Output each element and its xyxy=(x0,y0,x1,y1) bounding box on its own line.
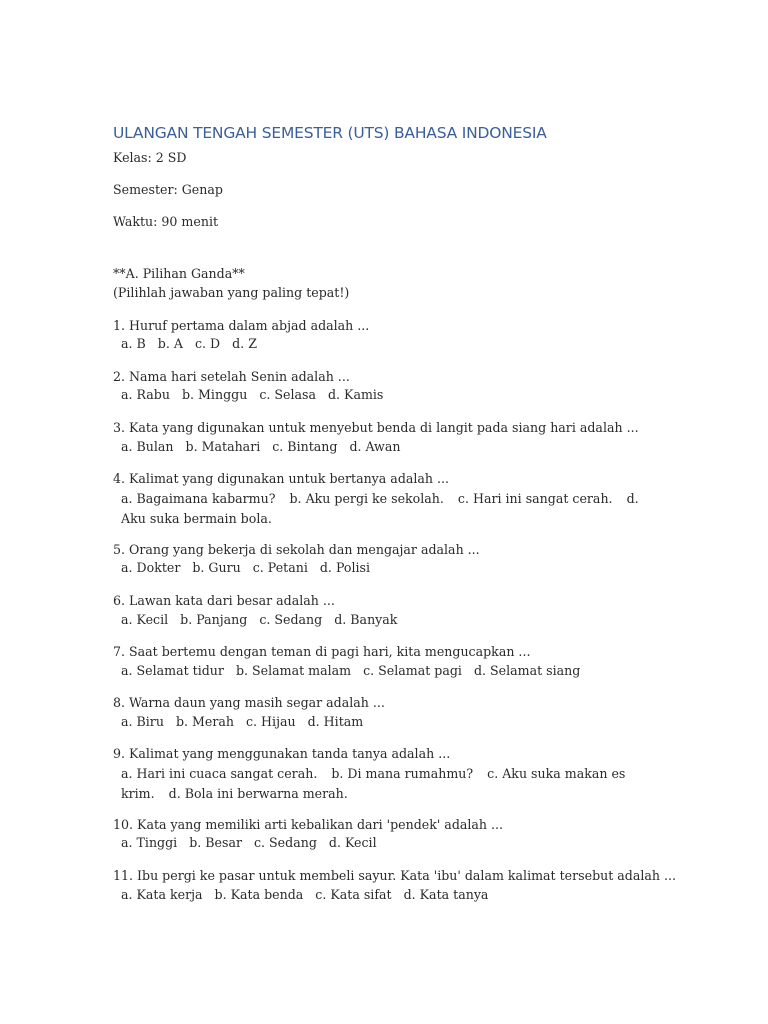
option: c. Kata sifat xyxy=(315,887,392,902)
option: c. Sedang xyxy=(259,612,323,627)
option: d. Kamis xyxy=(327,387,384,402)
question-1-text: 1. Huruf pertama dalam abjad adalah ... xyxy=(113,318,370,333)
option: c. Selasa xyxy=(259,387,316,402)
question-1-options xyxy=(121,334,269,354)
option: b. Guru xyxy=(192,560,241,575)
option: b. Matahari xyxy=(185,439,261,454)
option: d. Awan xyxy=(349,439,401,454)
question-9-text: 9. Kalimat yang menggunakan tanda tanya adalah ... xyxy=(113,746,451,761)
question-7-options xyxy=(121,661,592,681)
question-2-text: 2. Nama hari setelah Senin adalah ... xyxy=(113,369,350,384)
option: b. Merah xyxy=(175,714,234,729)
question-10-text: 10. Kata yang memiliki arti kebalikan dari 'pendek' adalah ... xyxy=(113,817,504,832)
question-3-options xyxy=(121,437,412,457)
option: d. Aku suka bermain bola. xyxy=(121,491,639,526)
option: a. Dokter xyxy=(121,560,181,575)
section-instruction: (Pilihlah jawaban yang paling tepat!) xyxy=(113,285,350,300)
waktu-line: Waktu: 90 menit xyxy=(113,214,219,229)
option: d. Polisi xyxy=(319,560,371,575)
option: a. B xyxy=(121,336,146,351)
option: b. Panjang xyxy=(180,612,248,627)
question-4-text: 4. Kalimat yang digunakan untuk bertanya adalah ... xyxy=(113,471,450,486)
question-11-options xyxy=(121,885,500,905)
option: d. Banyak xyxy=(334,612,398,627)
option: a. Bulan xyxy=(121,439,174,454)
option: a. Hari ini cuaca sangat cerah. xyxy=(121,766,318,781)
option: b. Minggu xyxy=(181,387,248,402)
question-6-text: 6. Lawan kata dari besar adalah ... xyxy=(113,593,335,608)
option: b. Aku pergi ke sekolah. xyxy=(289,491,444,506)
question-4-options xyxy=(113,489,653,529)
option: d. Selamat siang xyxy=(473,663,581,678)
option: c. Hari ini sangat cerah. xyxy=(457,491,613,506)
question-9 xyxy=(113,744,653,804)
question-2-options xyxy=(121,385,395,405)
question-9-options xyxy=(113,764,653,804)
question-6-options xyxy=(121,610,409,630)
option: a. Bagaimana kabarmu? xyxy=(121,491,276,506)
question-8-text: 8. Warna daun yang masih segar adalah ... xyxy=(113,695,385,710)
option: c. Hijau xyxy=(246,714,296,729)
question-5-text: 5. Orang yang bekerja di sekolah dan mengajar adalah ... xyxy=(113,542,480,557)
question-5-options xyxy=(121,558,382,578)
option: d. Kecil xyxy=(328,835,377,850)
option: a. Tinggi xyxy=(121,835,178,850)
option: b. A xyxy=(157,336,183,351)
question-10-options xyxy=(121,833,389,853)
question-7-text: 7. Saat bertemu dengan teman di pagi hari, kita mengucapkan ... xyxy=(113,644,531,659)
option: c. Petani xyxy=(252,560,308,575)
option: a. Selamat tidur xyxy=(121,663,224,678)
option: c. Selamat pagi xyxy=(363,663,462,678)
option: a. Rabu xyxy=(121,387,170,402)
option: b. Di mana rumahmu? xyxy=(331,766,474,781)
option: c. Bintang xyxy=(272,439,338,454)
option: a. Kata kerja xyxy=(121,887,203,902)
question-4 xyxy=(113,469,653,529)
option: d. Z xyxy=(232,336,257,351)
question-3-text: 3. Kata yang digunakan untuk menyebut benda di langit pada siang hari adalah ... xyxy=(113,420,639,435)
option: d. Kata tanya xyxy=(403,887,489,902)
kelas-line: Kelas: 2 SD xyxy=(113,150,187,165)
question-11-text: 11. Ibu pergi ke pasar untuk membeli sayur. Kata 'ibu' dalam kalimat tersebut adalah ... xyxy=(113,868,677,883)
question-8-options xyxy=(121,712,375,732)
option: b. Selamat malam xyxy=(235,663,352,678)
option: d. Hitam xyxy=(307,714,364,729)
option: c. D xyxy=(194,336,221,351)
option: c. Aku suka makan es krim. xyxy=(121,766,626,801)
document-title: ULANGAN TENGAH SEMESTER (UTS) BAHASA INDONESIA xyxy=(113,124,547,142)
option: d. Bola ini berwarna merah. xyxy=(168,786,348,801)
option: b. Kata benda xyxy=(214,887,304,902)
option: c. Sedang xyxy=(254,835,317,850)
option: a. Biru xyxy=(121,714,164,729)
section-heading: **A. Pilihan Ganda** xyxy=(113,266,245,281)
option: b. Besar xyxy=(189,835,242,850)
semester-line: Semester: Genap xyxy=(113,182,223,197)
option: a. Kecil xyxy=(121,612,169,627)
